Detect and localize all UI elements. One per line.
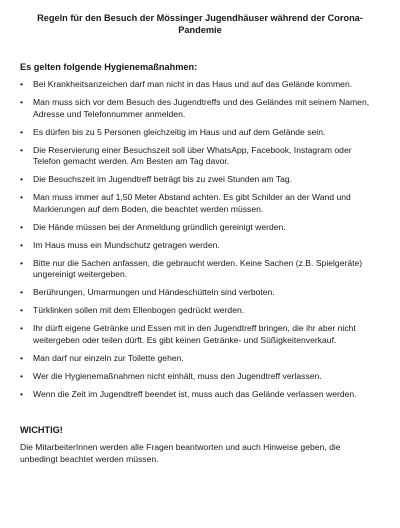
list-item (20, 258, 380, 281)
bullet-icon: • (20, 174, 24, 185)
bullet-icon: • (20, 287, 24, 298)
bullet-icon: • (20, 192, 24, 203)
list-item (20, 323, 380, 346)
rule-text: Man darf nur einzeln zur Toilette gehen. (33, 352, 184, 363)
rule-text: Man muss immer auf 1,50 Meter Abstand achten. Es gibt Schilder an der Wand und Markierungen auf dem Boden, die beachtet werden müssen. (33, 192, 351, 214)
bullet-icon: • (20, 257, 24, 268)
rule-text: Man muss sich vor dem Besuch des Jugendtreffs und des Geländes mit seinem Namen, Adresse und Telefonnummer anmelden. (33, 96, 370, 119)
bullet-icon: • (20, 96, 24, 107)
rule-text: Wenn die Zeit im Jugendtreff beendet ist, muss auch das Gelände verlassen werden. (33, 388, 357, 399)
rule-text: Bei Krankheitsanzeichen darf man nicht in das Haus und auf das Gelände kommen. (33, 79, 353, 89)
bullet-icon: • (20, 221, 24, 232)
rule-text: Es dürfen bis zu 5 Personen gleichzeitig im Haus und auf dem Gelände sein. (33, 126, 326, 137)
list-item (20, 287, 380, 299)
rule-text: Die Besuchszeit im Jugendtreff beträgt bis zu zwei Stunden am Tag. (33, 174, 293, 185)
list-item (20, 127, 380, 139)
list-item (20, 145, 380, 168)
bullet-icon: • (20, 305, 24, 316)
bullet-icon: • (20, 126, 24, 137)
rule-text: Ihr dürft eigene Getränke und Essen mit in den Jugendtreff bringen, die ihr aber nicht weitergeben oder teilen dürft. Es gibt keinen Getränke- und Süßigkeitenverkauf. (33, 323, 356, 345)
list-item (20, 305, 380, 317)
list-item (20, 353, 380, 365)
bullet-icon: • (20, 388, 24, 399)
rule-text: Wer die Hygienemaßnahmen nicht einhält, muss den Jugendtreff verlassen. (33, 370, 322, 381)
bullet-icon: • (20, 144, 24, 155)
rule-text: Die Reservierung einer Besuchszeit soll über WhatsApp, Facebook, Instagram oder Telefon gemacht werden. Am Besten am Tag davor. (33, 144, 352, 167)
footer-text: Die MitarbeiterInnen werden alle Fragen beantworten und auch Hinweise geben, die unbedingt beachtet werden müssen. (20, 442, 341, 464)
bullet-icon: • (20, 323, 24, 334)
list-item (20, 222, 380, 234)
bullet-icon: • (20, 239, 24, 250)
bullet-icon: • (20, 370, 24, 381)
list-item (20, 371, 380, 383)
list-item (20, 174, 380, 186)
list-item (20, 192, 380, 215)
list-item (20, 389, 380, 401)
bullet-icon: • (20, 79, 24, 89)
document-title: Regeln für den Besuch der Mössinger Jugendhäuser während der Corona-Pandemie (37, 13, 363, 35)
rule-text: Türklinken sollen mit dem Ellenbogen gedrückt werden. (33, 305, 245, 316)
rule-text: Berührungen, Umarmungen und Händeschütteln sind verboten. (33, 287, 275, 298)
rule-text: Im Haus muss ein Mundschutz getragen werden. (33, 239, 220, 250)
list-item (20, 79, 380, 91)
rules-list (20, 79, 380, 400)
rule-text: Die Hände müssen bei der Anmeldung gründlich gereinigt werden. (33, 221, 286, 232)
bullet-icon: • (20, 352, 24, 363)
section-heading: Es gelten folgende Hygienemaßnahmen: (20, 62, 198, 72)
rule-text: Bitte nur die Sachen anfassen, die gebraucht werden. Keine Sachen (z.B. Spielgeräte) ungereinigt weitergeben. (33, 257, 363, 280)
list-item (20, 240, 380, 252)
warning-heading: WICHTIG! (20, 425, 63, 436)
list-item (20, 97, 380, 120)
